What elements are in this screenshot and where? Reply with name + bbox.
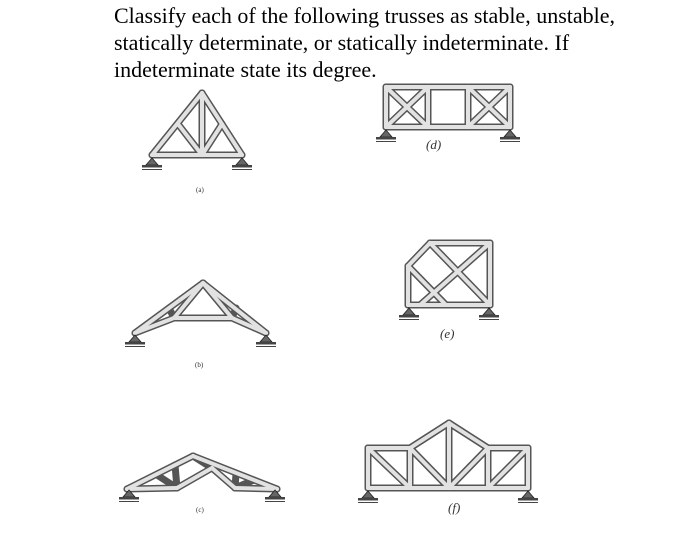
pin-support-icon: [399, 308, 419, 320]
pin-support-icon: [500, 130, 520, 142]
truss-b: [125, 283, 276, 369]
pin-support-icon: [479, 308, 499, 320]
question-line-2: statically determinate, or statically indeterminate. If: [114, 30, 570, 55]
truss-a: [142, 93, 252, 194]
caption-c: (c): [196, 506, 204, 514]
caption-e: (e): [440, 326, 455, 341]
pin-support-icon: [376, 130, 396, 142]
caption-f: (f): [448, 500, 461, 515]
pin-support-icon: [358, 491, 378, 503]
truss-c: [119, 456, 285, 514]
pin-support-icon: [125, 335, 145, 347]
caption-a: (a): [196, 186, 204, 194]
pin-support-icon: [142, 158, 162, 170]
truss-f: [358, 423, 538, 515]
question-line-3: indeterminate state its degree.: [114, 57, 377, 82]
truss-e: [399, 243, 499, 341]
pin-support-icon: [232, 158, 252, 170]
truss-d: [376, 87, 520, 152]
caption-b: (b): [195, 361, 204, 369]
caption-d: (d): [426, 137, 442, 152]
pin-support-icon: [518, 491, 538, 503]
pin-support-icon: [256, 335, 276, 347]
question-line-1: Classify each of the following trusses as stable, unstable,: [114, 3, 616, 28]
